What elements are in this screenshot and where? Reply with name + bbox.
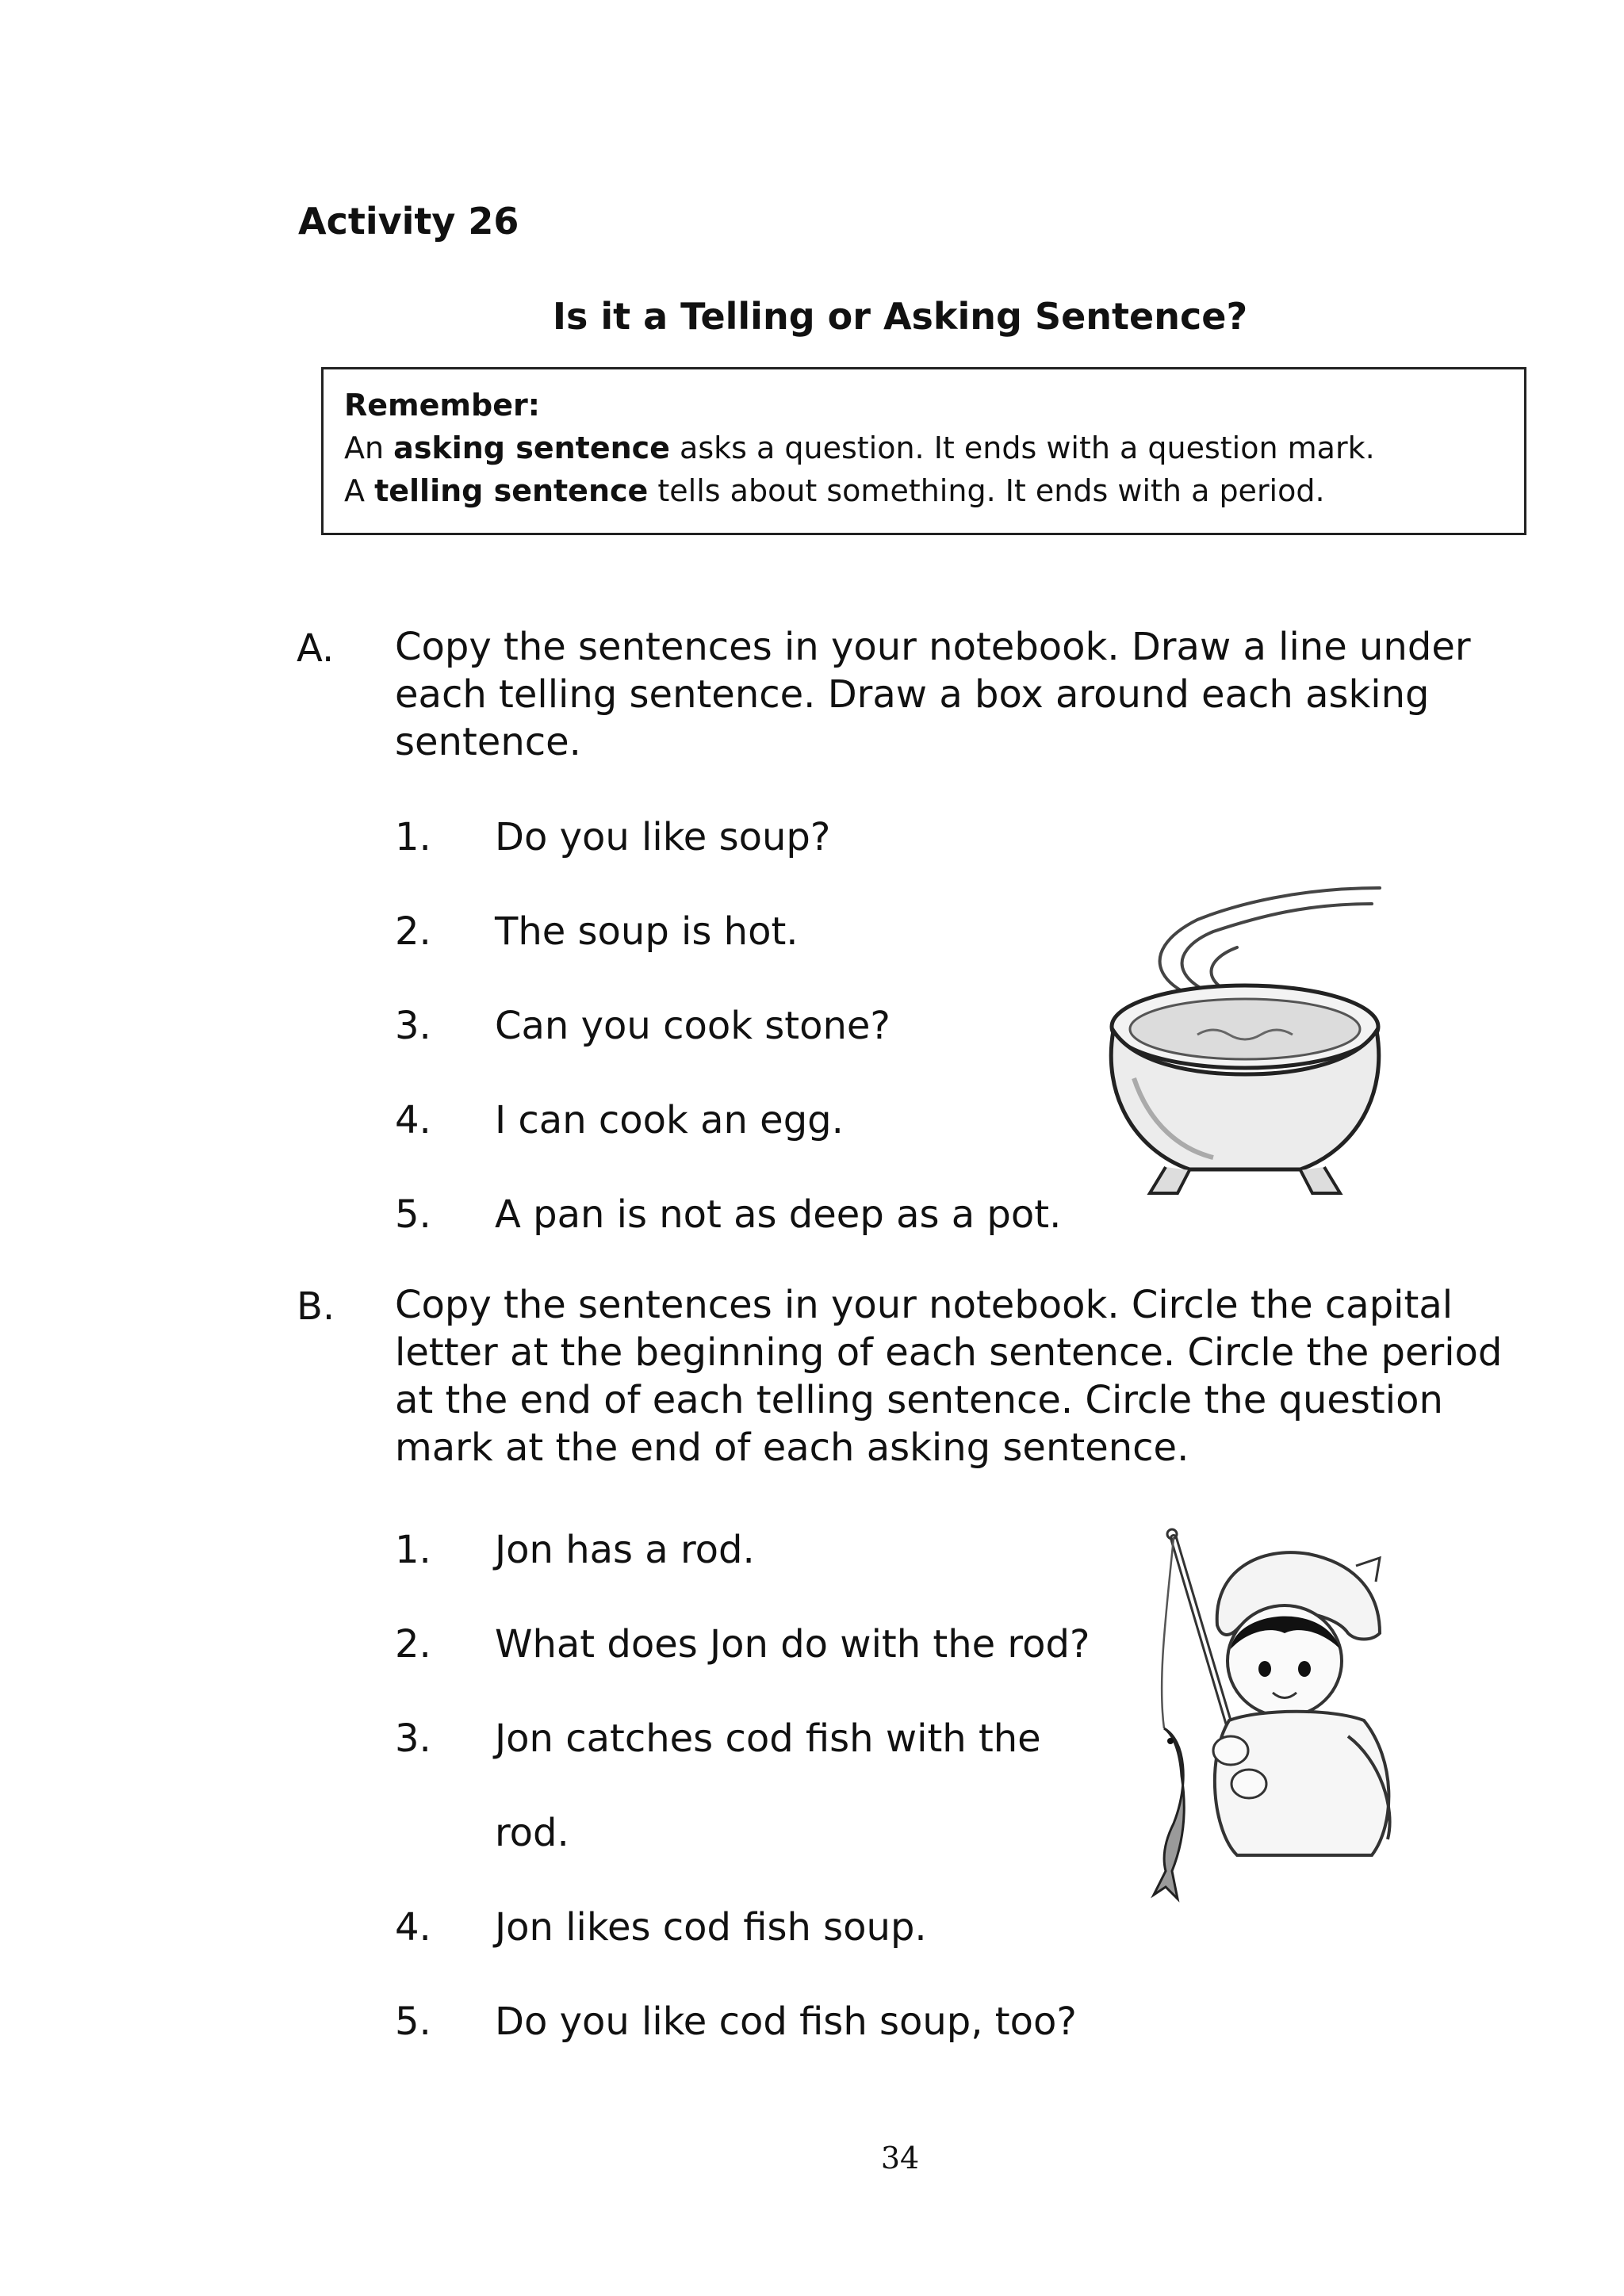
sentence-item: I can cook an egg. (495, 1098, 844, 1142)
page-number: 34 (880, 2141, 920, 2175)
item-number: 2. (395, 909, 431, 954)
item-number: 1. (395, 1528, 431, 1572)
section-b-instructions: Copy the sentences in your notebook. Circle the capital letter at the beginning of each sentence. Circle the period at the end of each telling sentence. Circle the question mark at the end of each asking sentence. (395, 1283, 1503, 1470)
item-number: 3. (395, 1716, 431, 1761)
item-number: 3. (395, 1004, 431, 1048)
soup-pot-illustration (1102, 872, 1388, 1197)
item-number: 4. (395, 1905, 431, 1950)
item-number: 5. (395, 1192, 431, 1237)
remember-box (321, 367, 1526, 535)
item-number: 1. (395, 815, 431, 859)
section-b-letter: B. (297, 1284, 335, 1329)
sentence-item: Do you like cod fish soup, too? (495, 1999, 1077, 2044)
sentence-item: Jon has a rod. (495, 1528, 755, 1572)
sentence-item: The soup is hot. (495, 909, 799, 954)
remember-line-telling: A telling sentence tells about something. It ends with a period. (344, 473, 1325, 508)
remember-heading: Remember: (344, 388, 540, 423)
section-a-instructions: Copy the sentences in your notebook. Draw a line under each telling sentence. Draw a box around each asking sentence. (395, 625, 1471, 764)
item-number: 2. (395, 1622, 431, 1667)
boy-fishing-illustration (1142, 1522, 1411, 1911)
sentence-item: Can you cook stone? (495, 1004, 891, 1048)
sentence-item: A pan is not as deep as a pot. (495, 1192, 1062, 1237)
remember-line-asking: An asking sentence asks a question. It ends with a question mark. (344, 430, 1375, 465)
item-number: 5. (395, 1999, 431, 2044)
page-title: Is it a Telling or Asking Sentence? (552, 295, 1248, 338)
section-a-letter: A. (297, 626, 335, 671)
item-number: 4. (395, 1098, 431, 1142)
sentence-item-continuation: rod. (495, 1811, 569, 1855)
sentence-item: Do you like soup? (495, 815, 831, 859)
sentence-item: Jon catches cod fish with the (495, 1716, 1041, 1761)
sentence-item: Jon likes cod fish soup. (495, 1905, 927, 1950)
sentence-item: What does Jon do with the rod? (495, 1622, 1090, 1667)
activity-title: Activity 26 (298, 200, 519, 243)
